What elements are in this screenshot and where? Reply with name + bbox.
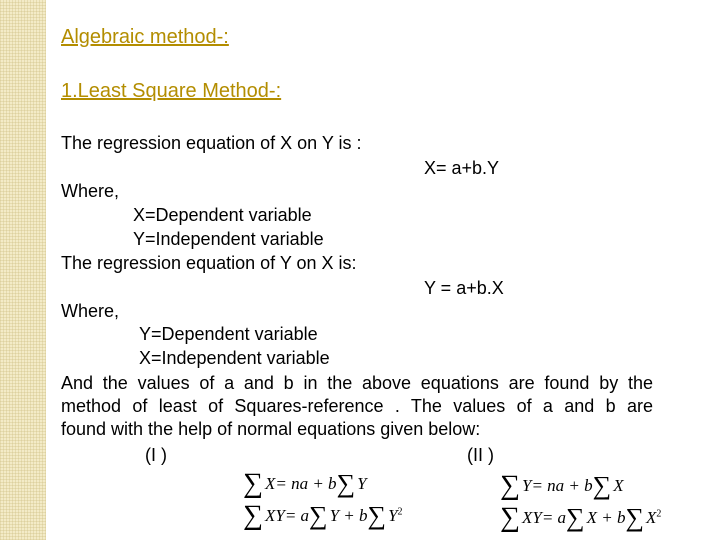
definition-y-dependent: Y=Dependent variable	[139, 324, 318, 344]
heading-algebraic-method: Algebraic method-:	[61, 26, 229, 48]
regression-x-on-y-intro: The regression equation of X on Y is :	[61, 133, 362, 153]
regression-y-on-x-intro: The regression equation of Y on X is:	[61, 253, 357, 273]
definition-x-independent: X=Independent variable	[139, 348, 330, 368]
where-label-1: Where,	[61, 181, 120, 201]
paragraph-line-3: found with the help of normal equations given below:	[61, 419, 481, 439]
sigma-symbol: ∑	[336, 469, 356, 498]
equation-label-2: (II )	[467, 445, 494, 465]
where-label-2: Where,	[61, 301, 120, 321]
normal-equation-1a: ∑ X = na + b ∑ Y	[243, 468, 367, 499]
normal-equations-set-1	[243, 468, 403, 534]
normal-equations-set-2	[500, 470, 675, 536]
definition-y-independent: Y=Independent variable	[133, 229, 324, 249]
equation-label-1: (I )	[145, 445, 167, 465]
paragraph-line-1: And the values of a and b in the above equations are found by the	[61, 373, 653, 393]
sigma-symbol: ∑	[500, 470, 520, 501]
paragraph-line-2: method of least of Squares-reference . The values of a and b are	[61, 396, 653, 416]
regression-y-on-x-equation: Y = a+b.X	[424, 278, 504, 298]
normal-equation-2a: ∑ Y = na + b ∑ X	[500, 470, 624, 501]
sigma-symbol: ∑	[592, 471, 612, 500]
regression-x-on-y-equation: X= a+b.Y	[424, 158, 500, 178]
decorative-side-strip	[0, 0, 46, 540]
heading-least-square-method: 1.Least Square Method-:	[61, 80, 282, 102]
sigma-symbol: ∑	[309, 501, 328, 530]
sigma-symbol: ∑	[243, 468, 263, 499]
sigma-symbol: ∑	[500, 502, 520, 533]
sigma-symbol: ∑	[566, 503, 585, 532]
definition-x-dependent: X=Dependent variable	[133, 205, 312, 225]
sigma-symbol: ∑	[625, 503, 644, 532]
normal-equation-1b: ∑ XY = a ∑ Y + b ∑ $Y^2$	[243, 500, 403, 531]
sigma-symbol: ∑	[243, 500, 263, 531]
explanation-paragraph	[61, 372, 653, 441]
sigma-symbol: ∑	[367, 501, 387, 530]
normal-equation-2b: ∑ XY = a ∑ X + b ∑ $X^2$	[500, 502, 662, 533]
